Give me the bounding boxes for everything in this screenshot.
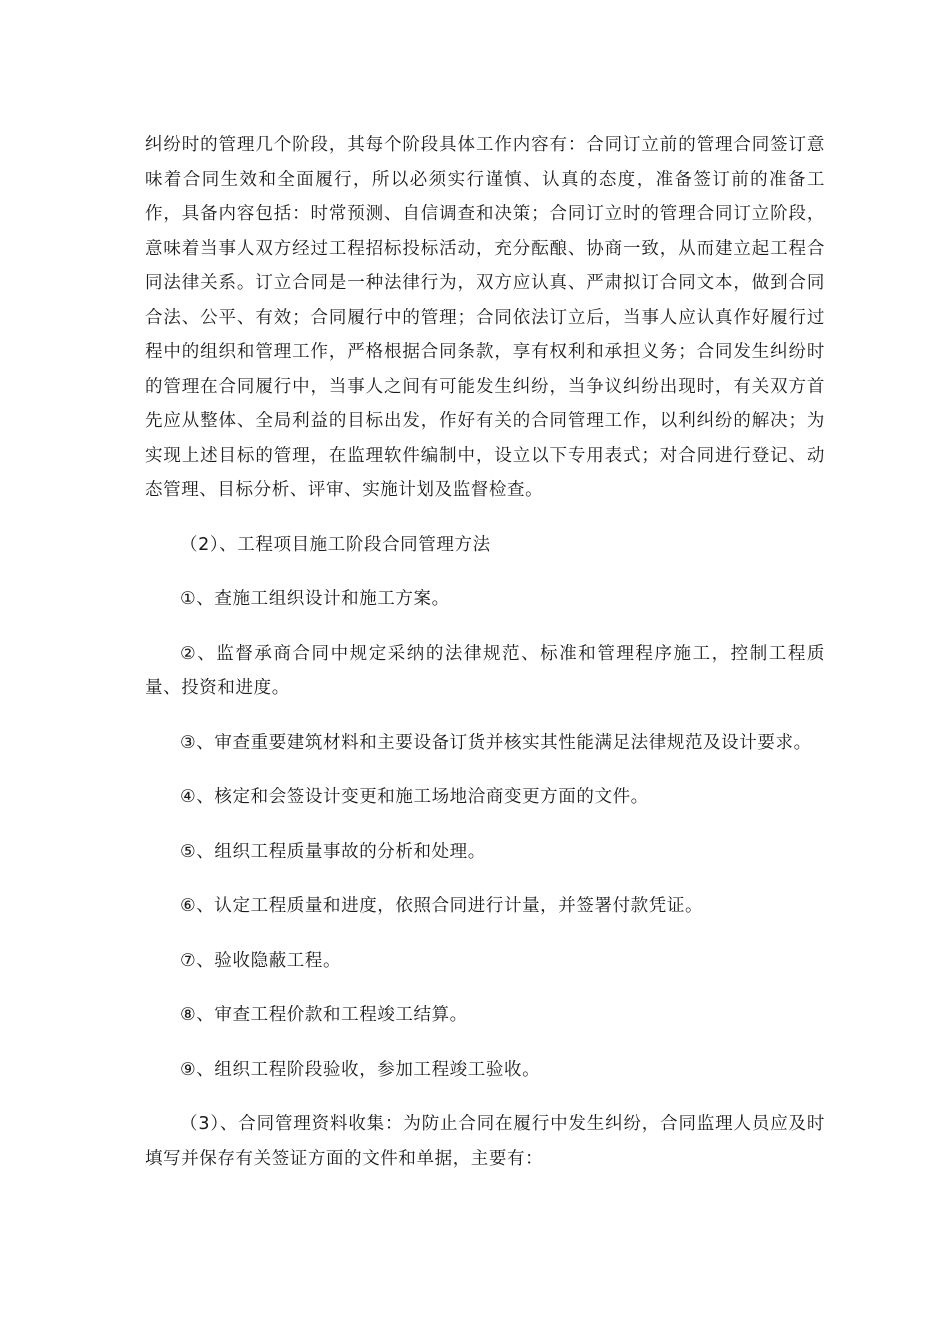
paragraph-data-collection: （3）、合同管理资料收集：为防止合同在履行中发生纠纷，合同监理人员应及时填写并保存有关签证方面的文件和单据，主要有：: [145, 1114, 825, 1169]
list-item-2: ②、监督承商合同中规定采纳的法律规范、标准和管理程序施工，控制工程质量、投资和进度。: [145, 643, 825, 698]
paragraph-contract-stages: 纠纷时的管理几个阶段，其每个阶段具体工作内容有：合同订立前的管理合同签订意味着合同生效和全面履行，所以必须实行谨慎、认真的态度，准备签订前的准备工作，具备内容包括：时常预测、自信调查和决策；合同订立时的管理合同订立阶段，意味着当事人双方经过工程招标投标活动，充分酝酿、协商一致，从而建立起工程合同法律关系。订立合同是一种法律行为，双方应认真、严肃拟订合同文本，做到合同合法、公平、有效；合同履行中的管理；合同依法订立后，当事人应认真作好履行过程中的组织和管理工作，严格根据合同条款，享有权利和承担义务；合同发生纠纷时的管理在合同履行中，当事人之间有可能发生纠纷，当争议纠纷出现时，有关双方首先应从整体、全局利益的目标出发，作好有关的合同管理工作，以利纠纷的解决；为实现上述目标的管理，在监理软件编制中，设立以下专用表式；对合同进行登记、动态管理、目标分析、评审、实施计划及监督检查。: [145, 135, 825, 500]
list-item-8: ⑧、审查工程价款和工程竣工结算。: [180, 1005, 468, 1025]
list-item-3: ③、审查重要建筑材料和主要设备订货并核实其性能满足法律规范及设计要求。: [180, 732, 812, 753]
section-heading-construction-phase: （2）、工程项目施工阶段合同管理方法: [180, 534, 491, 555]
list-item-7: ⑦、验收隐蔽工程。: [180, 950, 342, 971]
document-body: [145, 128, 825, 1176]
list-item-1: ①、查施工组织设计和施工方案。: [180, 589, 450, 609]
list-item-5: ⑤、组织工程质量事故的分析和处理。: [180, 841, 486, 862]
list-item-9: ⑨、组织工程阶段验收，参加工程竣工验收。: [180, 1059, 541, 1080]
list-item-6: ⑥、认定工程质量和进度，依照合同进行计量，并签署付款凭证。: [180, 896, 704, 916]
list-item-4: ④、核定和会签设计变更和施工场地洽商变更方面的文件。: [180, 787, 649, 807]
